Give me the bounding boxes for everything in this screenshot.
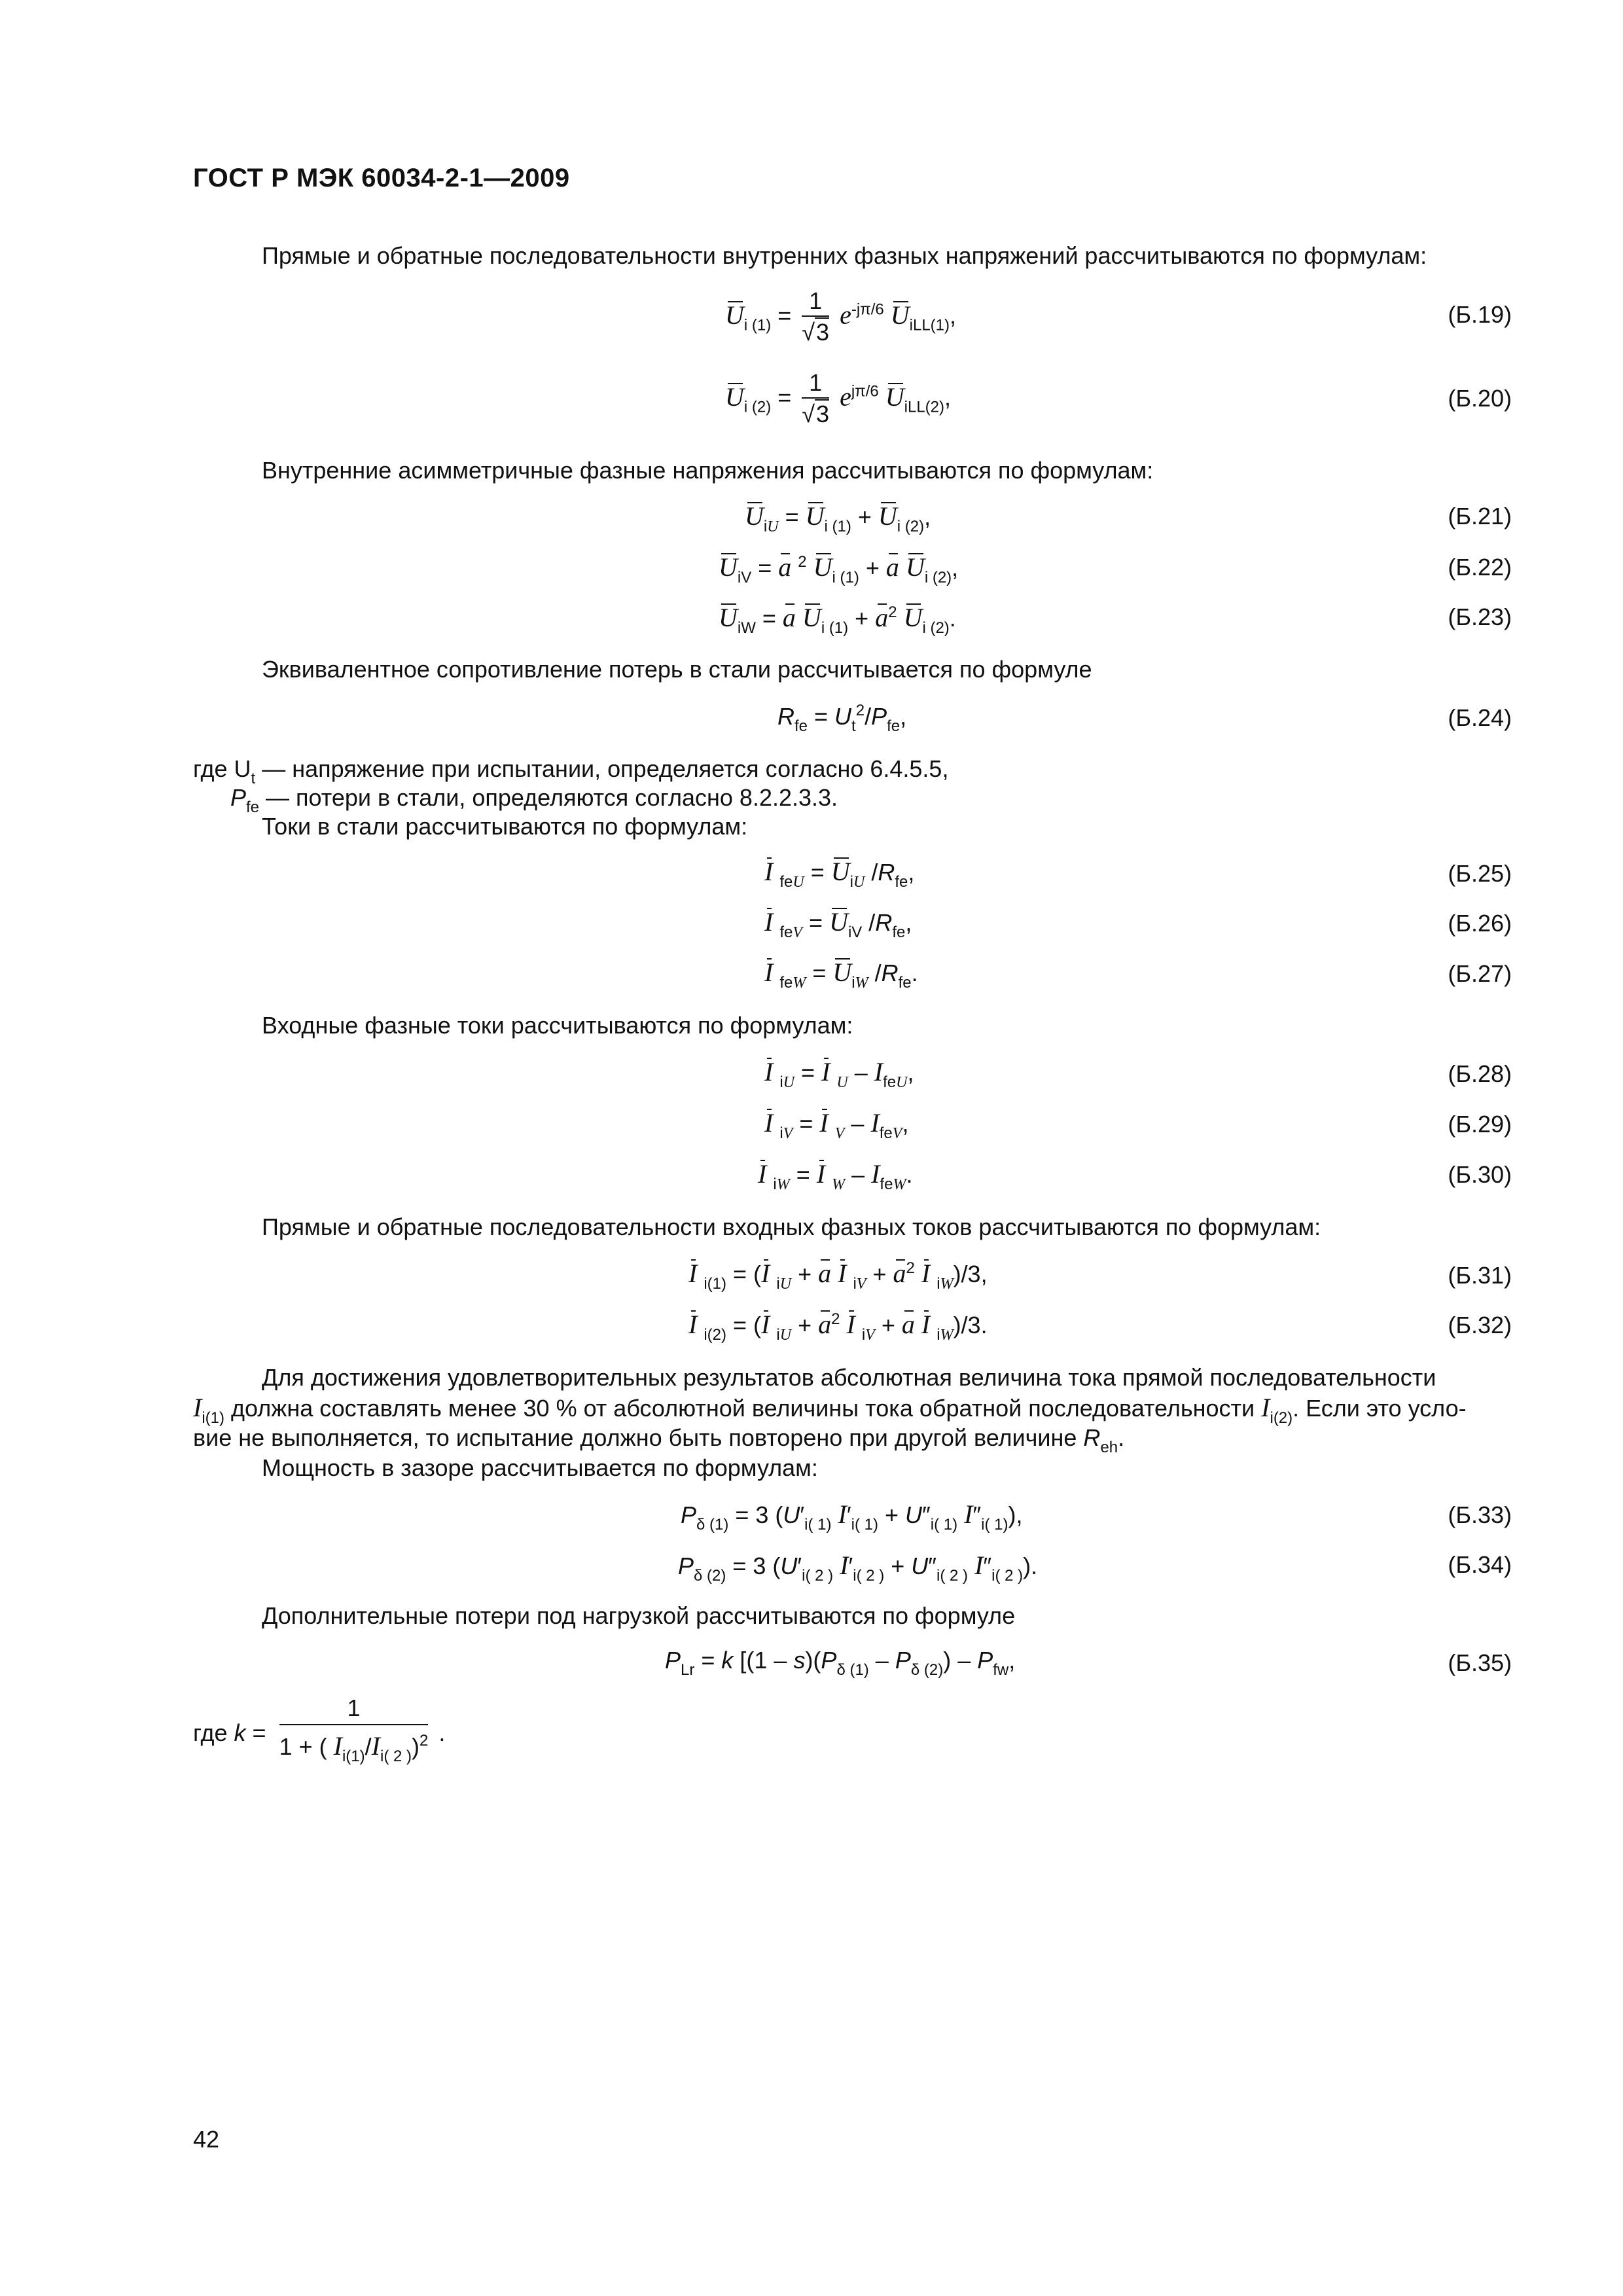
equation-b34: $P_{\delta (2)} = 3$ ($U'_{i( 2 )}$ $I'_{i( 2 )} + U''_{i( 2 )}$ $I''_{i( 2 )}$). (678, 1551, 1038, 1585)
where-clause-pfe: $P_{fe}$ — потери в стали, определяются согласно 8.2.2.3.3. (230, 784, 838, 816)
equation-number: (Б.32) (1448, 1312, 1512, 1338)
equation-b23: $U_{iW} = a$ $U_{i (1)} + a^2$ $U_{i (2)}$. (719, 603, 956, 637)
paragraph-8-line-1: Для достижения удовлетворительных результатов абсолютная величина тока прямой последовательности (262, 1364, 1436, 1391)
equation-b31: I $_{i(1)}$ = (I $_{iU}$ + a I $_{iV} + a^2$ I $_{iW}$)/3, (688, 1259, 988, 1293)
paragraph-10: Дополнительные потери под нагрузкой рассчитываются по формуле (262, 1602, 1016, 1629)
equation-b24: $R_{fe} = U_t^2/P_{fe}$, (777, 702, 907, 735)
equation-number: (Б.30) (1448, 1161, 1512, 1188)
equation-b32: I $_{i(2)}$ = (I $_{iU} + a^2$ I $_{iV}$ + a I $_{iW}$)/3. (688, 1310, 988, 1344)
paragraph-1: Прямые и обратные последовательности внутренних фазных напряжений рассчитываются по формулам: (262, 242, 1427, 269)
equation-number: (Б.22) (1448, 554, 1512, 581)
equation-b30: I $_{iW}$ = I $_W - I_{feW}$. (758, 1159, 913, 1193)
document-header: ГОСТ Р МЭК 60034-2-1—2009 (193, 164, 570, 192)
equation-number: (Б.27) (1448, 960, 1512, 987)
equation-b21: $U_{iU} = U_{i (1)} + U_{i (2)}$, (745, 501, 931, 535)
equation-number: (Б.19) (1448, 301, 1512, 328)
equation-b35: $P_{Lr} = k$ [$(1 - s)(P_{\delta (1)} - P_{\delta (2)}) - P_{fw}$, (665, 1647, 1016, 1679)
equation-b28: I $_{iU}$ = I $_U - I_{feU}$, (764, 1057, 914, 1091)
equation-b33: $P_{\delta (1)} = 3$ ($U'_{i( 1)}$ $I'_{i( 1)} + U''_{i( 1)}$ $I''_{i( 1)}$), (681, 1499, 1023, 1534)
equation-number: (Б.31) (1448, 1262, 1512, 1289)
paragraph-8-line-2: $I_{i(1)}$ должна составлять менее 30 % от абсолютной величины тока обратной последовательности $I_{i(2)}$. Если это усло- (193, 1393, 1467, 1427)
equation-number: (Б.29) (1448, 1111, 1512, 1138)
where-clause-ut: где $U_t$ — напряжение при испытании, определяется согласно 6.4.5.5, (193, 755, 949, 787)
equation-b27: I $_{feW} = U_{iW}$ $/R_{fe}$. (764, 958, 918, 992)
equation-b29: I $_{iV}$ = I $_V - I_{feV}$, (764, 1108, 909, 1142)
paragraph-9: Мощность в зазоре рассчитывается по формулам: (262, 1454, 818, 1481)
where-clause-k: где k = $\frac{1}{1 + ( I_{i(1)}/I_{i( 2 )})^2}$ . (193, 1695, 446, 1765)
equation-number: (Б.35) (1448, 1649, 1512, 1676)
paragraph-7: Прямые и обратные последовательности входных фазных токов рассчитываются по формулам: (262, 1213, 1321, 1240)
equation-number: (Б.21) (1448, 503, 1512, 529)
paragraph-2: Внутренние асимметричные фазные напряжения рассчитываются по формулам: (262, 457, 1154, 484)
equation-b22: $U_{iV} = a$ $^2$ $U_{i (1)} + a$ $U_{i (2)}$, (719, 552, 959, 586)
equation-number: (Б.20) (1448, 385, 1512, 412)
page-number: 42 (193, 2126, 220, 2153)
equation-number: (Б.28) (1448, 1060, 1512, 1087)
paragraph-5: Токи в стали рассчитываются по формулам: (262, 813, 748, 840)
equation-number: (Б.23) (1448, 603, 1512, 630)
equation-number: (Б.34) (1448, 1551, 1512, 1578)
equation-number: (Б.24) (1448, 704, 1512, 731)
equation-number: (Б.25) (1448, 860, 1512, 887)
paragraph-3: Эквивалентное сопротивление потерь в стали рассчитывается по формуле (262, 656, 1092, 683)
paragraph-6: Входные фазные токи рассчитываются по формулам: (262, 1012, 853, 1039)
equation-b20: $U_{i (2)}$ = $\frac{1}{√3}$ $e^{j\pi/6}$ $U_{iLL(2)}$, (725, 369, 952, 427)
equation-number: (Б.26) (1448, 910, 1512, 937)
equation-b25: I $_{feU} = U_{iU}$ $/R_{fe}$, (764, 857, 915, 891)
equation-b19: $U_{i (1)}$ = $\frac{1}{√3}$ $e^{-j\pi/6}$ $U_{iLL(1)}$, (725, 287, 957, 346)
equation-number: (Б.33) (1448, 1501, 1512, 1528)
equation-b26: I $_{feV} = U_{iV}$ $/R_{fe}$, (764, 907, 912, 941)
paragraph-8-line-3: вие не выполняется, то испытание должно быть повторено при другой величине $R_{eh}$. (193, 1424, 1125, 1456)
